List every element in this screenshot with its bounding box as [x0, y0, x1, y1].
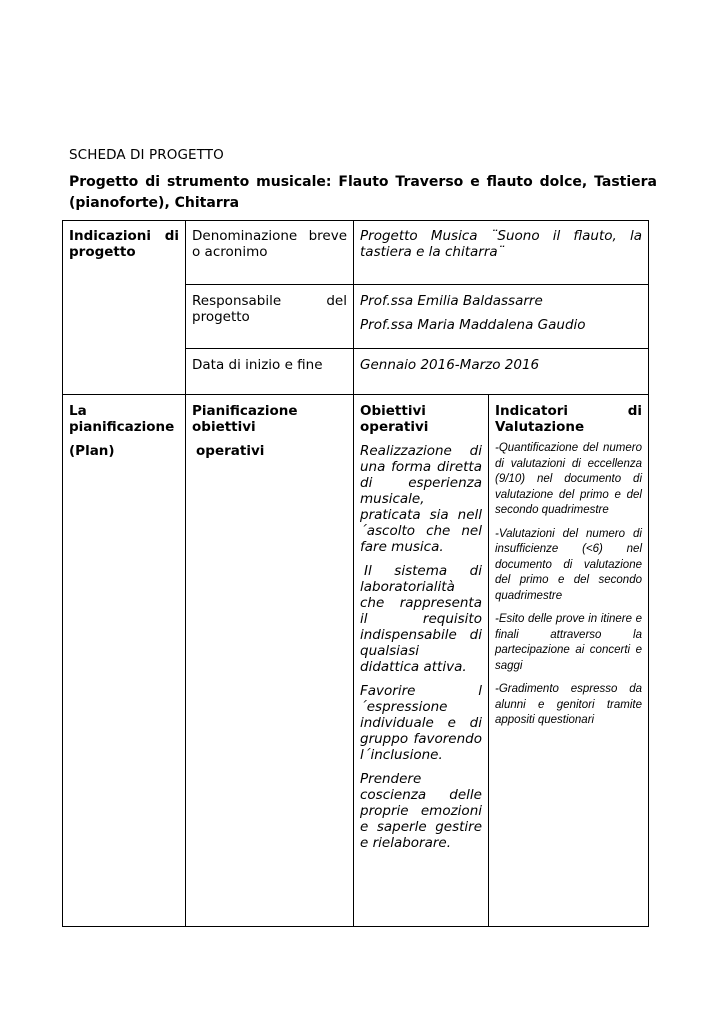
table-row	[63, 395, 649, 927]
label-denominazione: Denominazione breve o acronimo	[186, 221, 354, 285]
obiettivi-cell: Obiettivi operativi Realizzazione di una forma diretta di esperienza musicale, praticata sia nell´ascolto che nel fare musica. Il sistema di laboratorialità che rappresenta il requisito indispensabile di qualsiasi didattica attiva. Favorire l´espressione individuale e di gruppo favorendo l´inclusione. Prendere coscienza delle proprie emozioni e saperle gestire e rielaborare.	[354, 395, 489, 927]
objective-item: Prendere coscienza delle proprie emozioni e saperle gestire e rielaborare.	[360, 771, 482, 851]
value-denominazione: Progetto Musica ¨Suono il flauto, la tastiera e la chitarra¨	[354, 221, 649, 285]
objective-item: Realizzazione di una forma diretta di esperienza musicale, praticata sia nell´ascolto che nel fare musica.	[360, 443, 482, 555]
table-row	[63, 221, 649, 285]
indicator-item: -Esito delle prove in itinere e finali attraverso la partecipazione ai concerti e saggi	[495, 613, 642, 672]
document-label: SCHEDA DI PROGETTO	[69, 147, 224, 163]
section1-heading: Indicazioni di progetto	[63, 221, 186, 395]
value-responsabile: Prof.ssa Emilia Baldassarre Prof.ssa Maria Maddalena Gaudio	[354, 285, 649, 349]
project-table	[62, 220, 649, 927]
indicator-item: -Quantificazione del numero di valutazioni di eccellenza (9/10) nel documento di valutazione del primo e del secondo quadrimestre	[495, 442, 642, 516]
indicator-item: -Gradimento espresso da alunni e genitori tramite appositi questionari	[495, 683, 642, 726]
value-data: Gennaio 2016-Marzo 2016	[354, 349, 649, 395]
indicator-item: -Valutazioni del numero di insufficienze (<6) nel documento di valutazione del primo e del secondo quadrimestre	[495, 527, 642, 602]
label-responsabile: Responsabile del progetto	[186, 285, 354, 349]
pianificazione-cell: Pianificazione obiettivi operativi	[186, 395, 354, 927]
label-data: Data di inizio e fine	[186, 349, 354, 395]
objective-item: Favorire l´espressione individuale e di gruppo favorendo l´inclusione.	[360, 683, 482, 763]
objective-item: Il sistema di laboratorialità che rappresenta il requisito indispensabile di qualsiasi didattica attiva.	[360, 563, 482, 675]
indicatori-cell: Indicatori di Valutazione -Quantificazione del numero di valutazioni di eccellenza (9/10) nel documento di valutazione del primo e del secondo quadrimestre -Valutazioni del numero di insufficienze (<6) nel documento di valutazione del primo e del secondo quadrimestre -Esito delle prove in itinere e finali attraverso la partecipazione ai concerti e saggi -Gradimento espresso da alunni e genitori tramite appositi questionari	[489, 395, 649, 927]
document-title: Progetto di strumento musicale: Flauto Traverso e flauto dolce, Tastiera (pianoforte), Chitarra	[69, 174, 657, 211]
section2-heading: La pianificazione (Plan)	[63, 395, 186, 927]
